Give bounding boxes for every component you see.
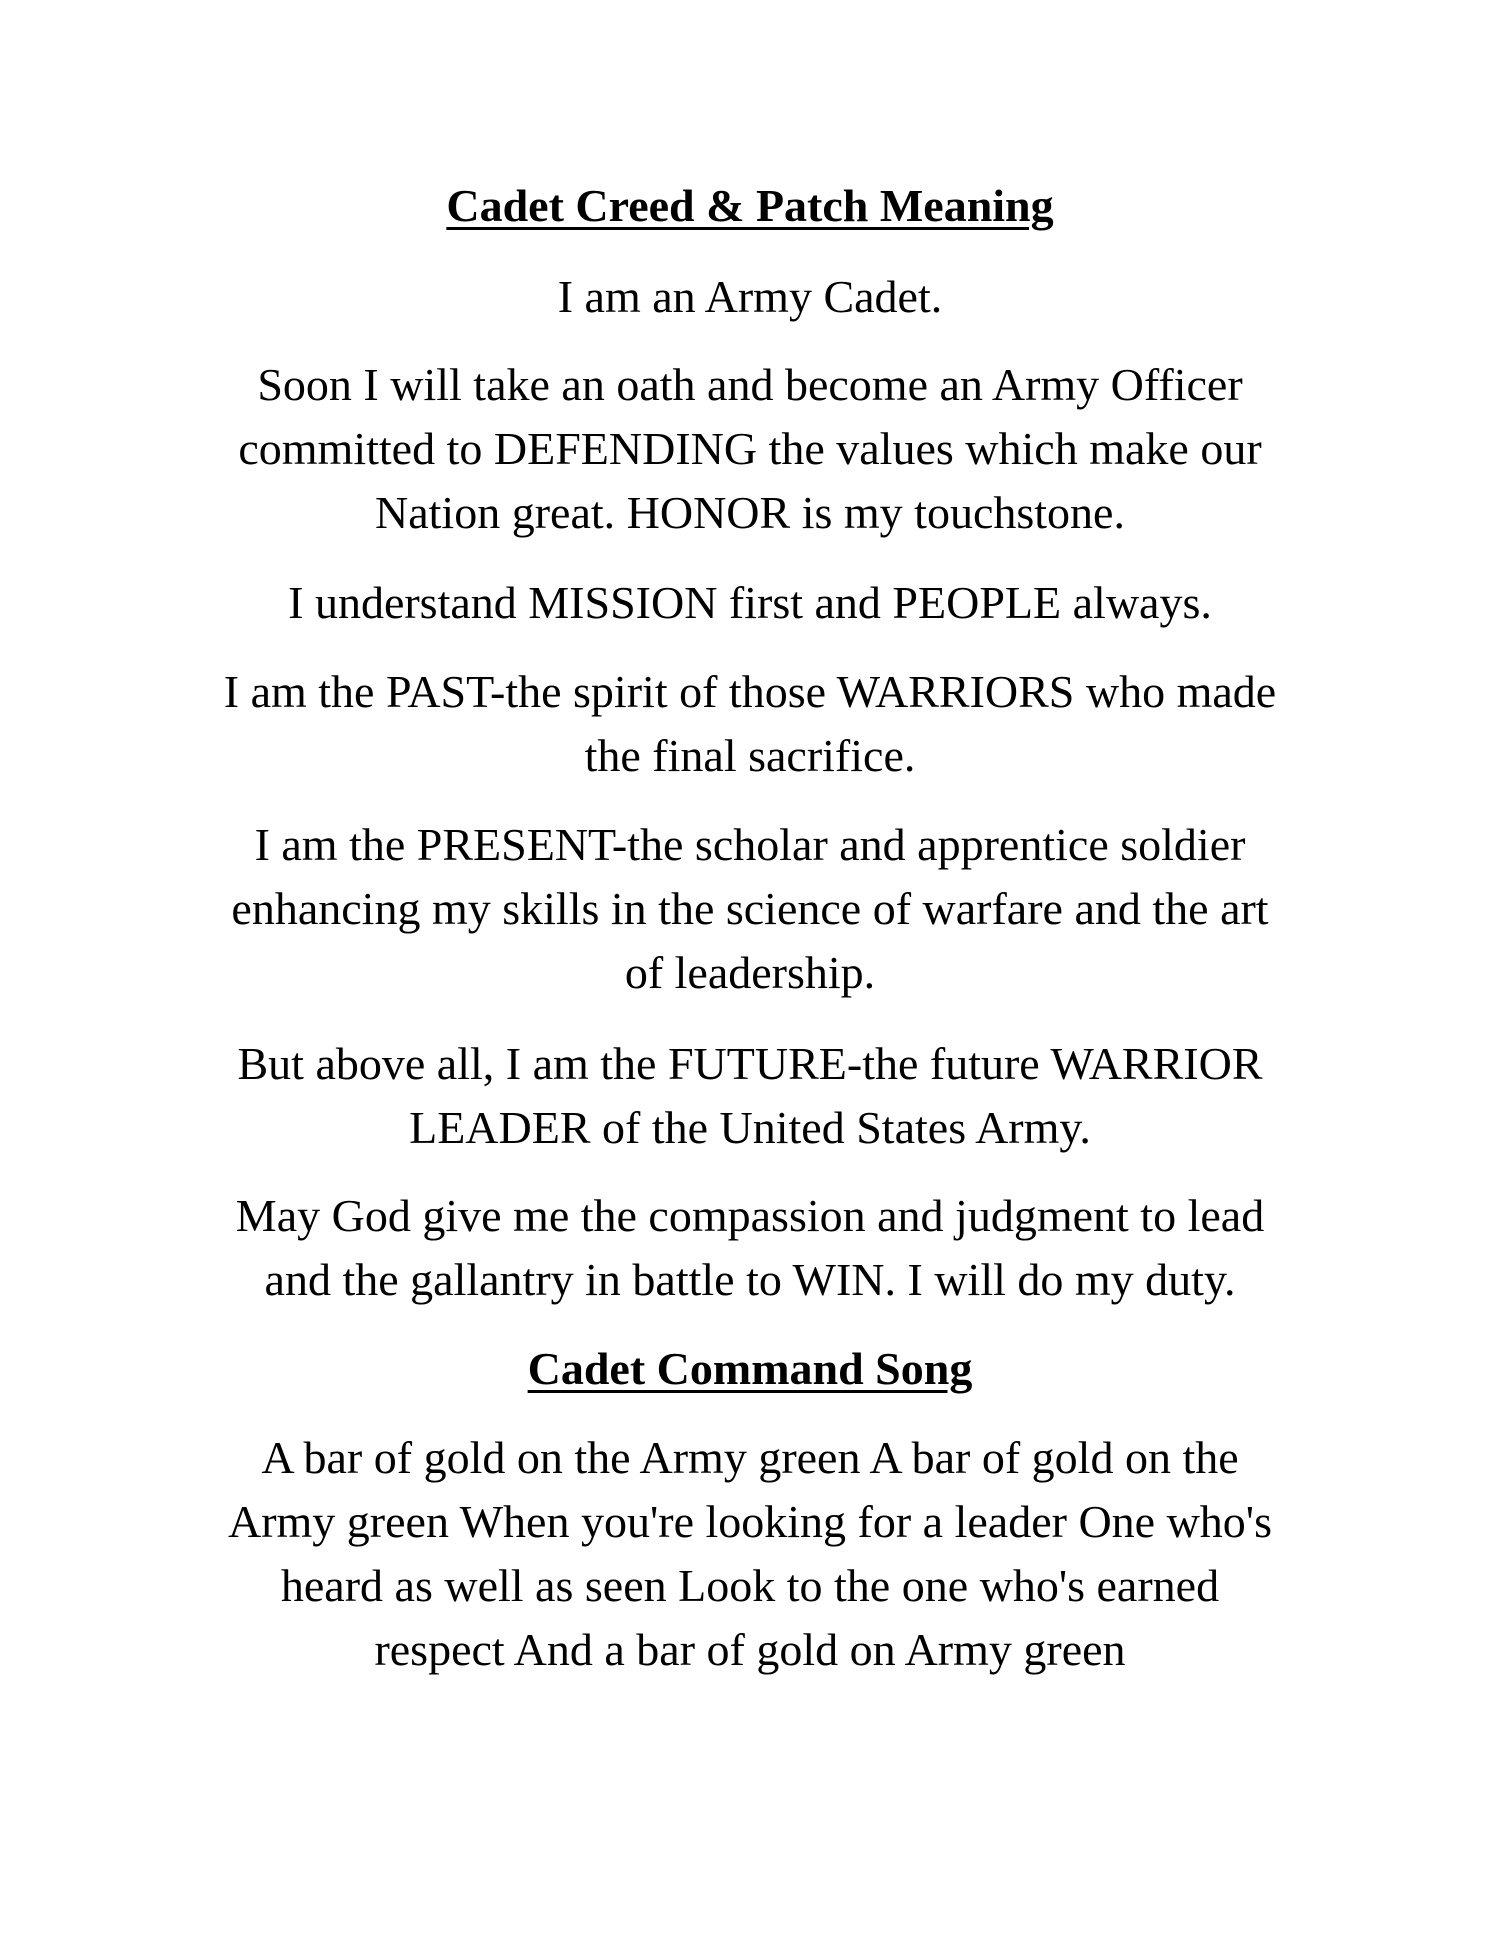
creed-line: I am the PAST-the spirit of those WARRIORS who made [223, 666, 1277, 717]
creed-line: and the gallantry in battle to WIN. I will do my duty. [264, 1254, 1236, 1305]
creed-paragraph-1 [150, 265, 1350, 329]
song-title: Cadet Command Song [527, 1343, 973, 1394]
creed-line: Nation great. HONOR is my touchstone. [375, 487, 1125, 538]
creed-paragraph-4 [150, 660, 1350, 788]
song-lyrics [150, 1426, 1350, 1682]
creed-line: I understand MISSION first and PEOPLE always. [288, 577, 1212, 628]
creed-line: Soon I will take an oath and become an Army Officer [257, 359, 1243, 410]
creed-paragraph-5 [150, 813, 1350, 1005]
creed-line: May God give me the compassion and judgment to lead [235, 1190, 1265, 1241]
creed-paragraph-3 [150, 571, 1350, 635]
song-line: Army green When you're looking for a leader One who's [227, 1496, 1272, 1547]
creed-line: enhancing my skills in the science of warfare and the art [231, 883, 1269, 934]
creed-line: I am an Army Cadet. [557, 271, 943, 322]
song-line: A bar of gold on the Army green A bar of gold on the [261, 1432, 1239, 1483]
creed-paragraph-6 [150, 1032, 1350, 1160]
creed-paragraph-7 [150, 1184, 1350, 1312]
creed-line: But above all, I am the FUTURE-the future WARRIOR [237, 1038, 1263, 1089]
creed-paragraph-2 [150, 353, 1350, 545]
song-line: heard as well as seen Look to the one who's earned [280, 1560, 1220, 1611]
creed-line: the final sacrifice. [584, 730, 916, 781]
creed-title: Cadet Creed & Patch Meaning [446, 180, 1054, 231]
creed-line: of leadership. [624, 947, 876, 998]
creed-line: LEADER of the United States Army. [409, 1102, 1091, 1153]
creed-line: I am the PRESENT-the scholar and apprentice soldier [254, 819, 1246, 870]
song-line: respect And a bar of gold on Army green [374, 1624, 1126, 1675]
creed-line: committed to DEFENDING the values which make our [238, 423, 1262, 474]
